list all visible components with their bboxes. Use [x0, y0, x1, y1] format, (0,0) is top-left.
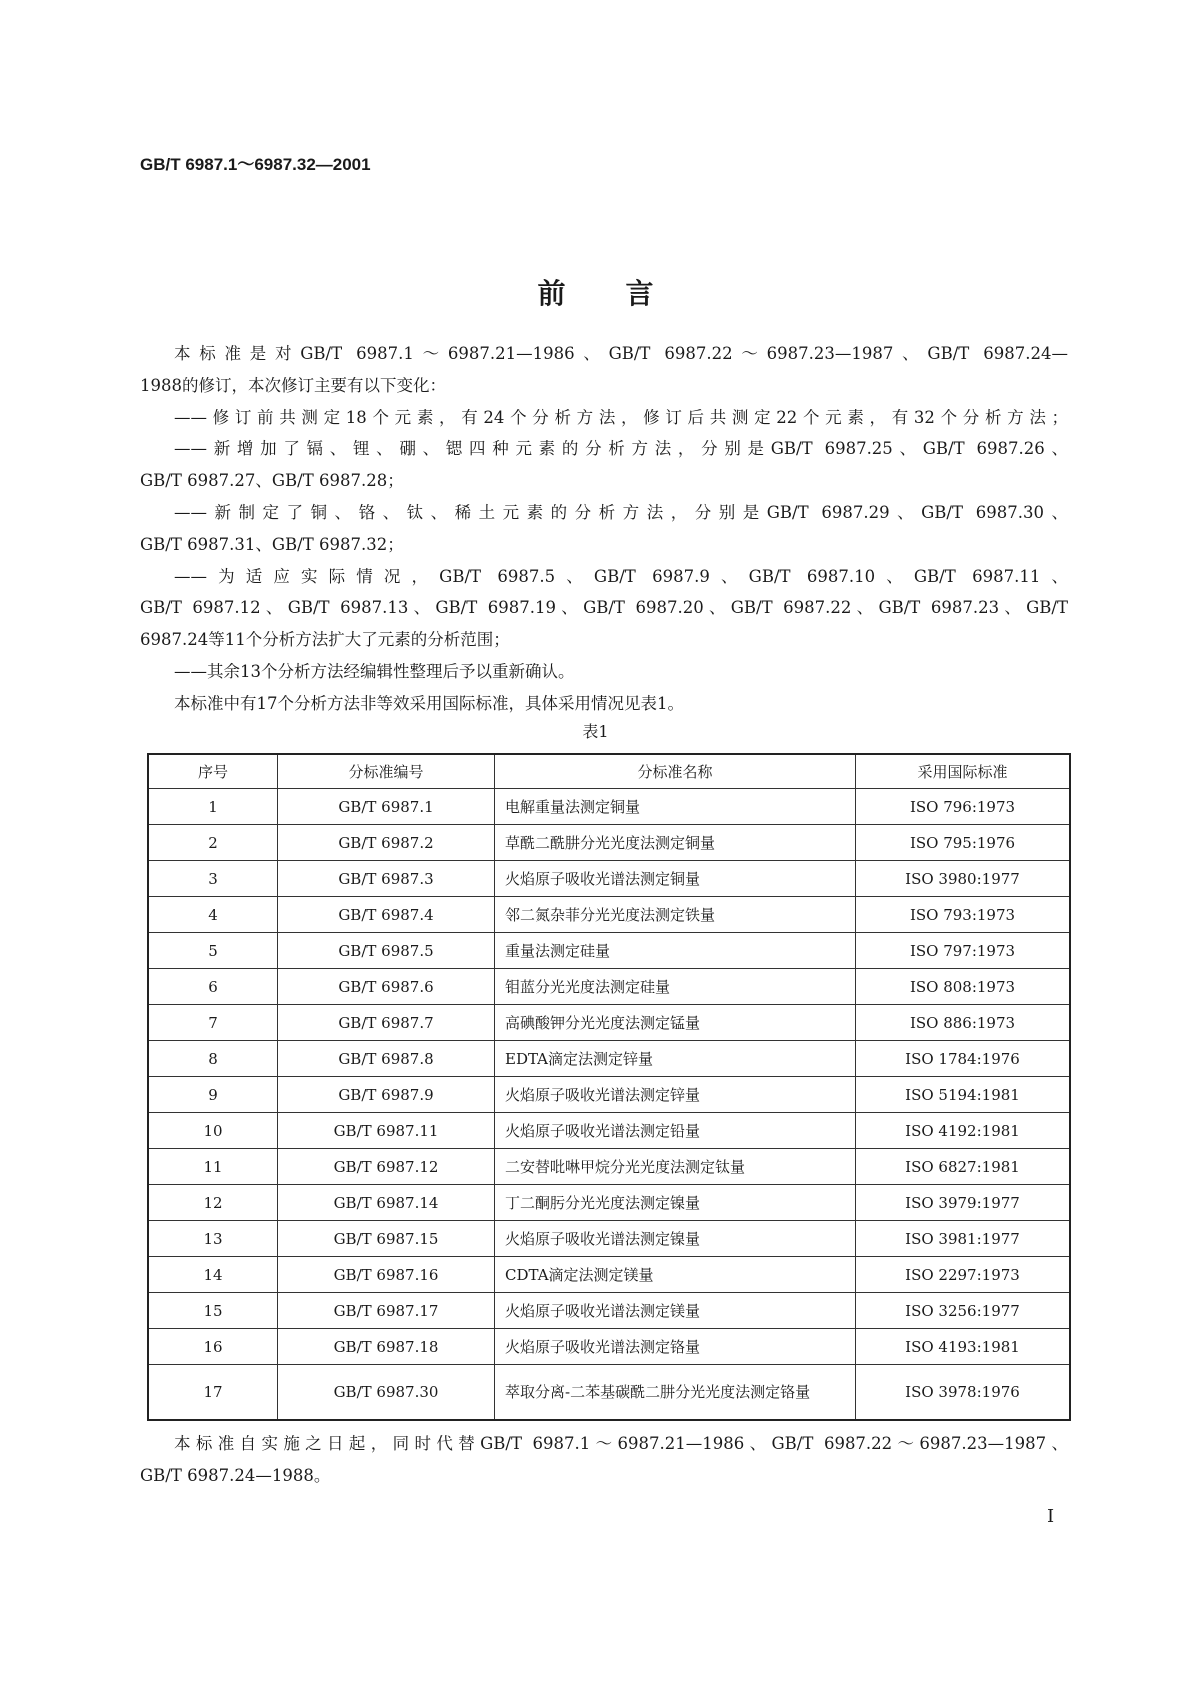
standard-name: 草酰二酰肼分光光度法测定铜量	[495, 825, 856, 861]
row-number: 1	[148, 789, 278, 825]
table-caption: 表1	[582, 722, 609, 741]
row-number: 16	[148, 1329, 278, 1365]
col-header-code: 分标准编号	[278, 754, 495, 789]
row-number: 7	[148, 1005, 278, 1041]
col-header-name: 分标准名称	[495, 754, 856, 789]
intl-standard: ISO 3979:1977	[856, 1185, 1071, 1221]
row-number: 10	[148, 1113, 278, 1149]
table-row	[148, 861, 1070, 897]
standard-code: GB/T 6987.4	[278, 897, 495, 933]
row-number: 9	[148, 1077, 278, 1113]
standard-header: GB/T 6987.1～6987.32—2001	[140, 155, 371, 174]
intl-standard: ISO 3981:1977	[856, 1221, 1071, 1257]
row-number: 8	[148, 1041, 278, 1077]
row-number: 4	[148, 897, 278, 933]
col-header-intl-standard: 采用国际标准	[856, 754, 1071, 789]
intl-standard: ISO 4192:1981	[856, 1113, 1071, 1149]
intl-standard: ISO 3256:1977	[856, 1293, 1071, 1329]
row-number: 6	[148, 969, 278, 1005]
row-number: 11	[148, 1149, 278, 1185]
table-row	[148, 897, 1070, 933]
standard-name: 高碘酸钾分光光度法测定锰量	[495, 1005, 856, 1041]
table-row	[148, 1113, 1070, 1149]
paragraph-line: GB/T 6987.31、GB/T 6987.32；	[140, 535, 404, 554]
table-row	[148, 1149, 1070, 1185]
row-number: 5	[148, 933, 278, 969]
standard-name: 火焰原子吸收光谱法测定铅量	[495, 1113, 856, 1149]
paragraph-line: ——新制定了铜、铬、钛、稀土元素的分析方法，分别是GB/T 6987.29、GB/T 6987.30、	[174, 503, 1068, 522]
row-number: 12	[148, 1185, 278, 1221]
standard-code: GB/T 6987.9	[278, 1077, 495, 1113]
standard-name: 火焰原子吸收光谱法测定镍量	[495, 1221, 856, 1257]
row-number: 13	[148, 1221, 278, 1257]
paragraph-line: GB/T 6987.27、GB/T 6987.28；	[140, 471, 404, 490]
closing-line: GB/T 6987.24—1988。	[140, 1466, 331, 1485]
table-row	[148, 1041, 1070, 1077]
paragraph-line: 6987.24等11个分析方法扩大了元素的分析范围；	[140, 630, 510, 649]
standard-code: GB/T 6987.1	[278, 789, 495, 825]
paragraph-line: ——其余13个分析方法经编辑性整理后予以重新确认。	[174, 662, 575, 681]
paragraph-line: ——新增加了镉、锂、硼、锶四种元素的分析方法，分别是GB/T 6987.25、GB/T 6987.26、	[174, 439, 1068, 458]
row-number: 15	[148, 1293, 278, 1329]
table-row	[148, 1257, 1070, 1293]
table-row	[148, 1077, 1070, 1113]
intl-standard: ISO 793:1973	[856, 897, 1071, 933]
standard-code: GB/T 6987.2	[278, 825, 495, 861]
col-header-number: 序号	[148, 754, 278, 789]
table-row	[148, 1365, 1070, 1421]
intl-standard: ISO 5194:1981	[856, 1077, 1071, 1113]
table-row	[148, 1185, 1070, 1221]
table-row	[148, 789, 1070, 825]
row-number: 2	[148, 825, 278, 861]
standard-code: GB/T 6987.14	[278, 1185, 495, 1221]
standard-code: GB/T 6987.15	[278, 1221, 495, 1257]
standard-code: GB/T 6987.7	[278, 1005, 495, 1041]
closing-line: 本标准自实施之日起，同时代替GB/T 6987.1～6987.21—1986、GB/T 6987.22～6987.23—1987、	[174, 1434, 1068, 1453]
intl-standard: ISO 3980:1977	[856, 861, 1071, 897]
standard-name: 邻二氮杂菲分光光度法测定铁量	[495, 897, 856, 933]
standard-code: GB/T 6987.11	[278, 1113, 495, 1149]
table-row	[148, 1293, 1070, 1329]
paragraph-line: ——修订前共测定18个元素，有24个分析方法，修订后共测定22个元素，有32个分析方法；	[174, 408, 1068, 427]
table-row	[148, 933, 1070, 969]
standard-code: GB/T 6987.17	[278, 1293, 495, 1329]
paragraph-line: ——为适应实际情况，GB/T 6987.5、GB/T 6987.9、GB/T 6987.10、GB/T 6987.11、	[174, 567, 1068, 586]
intl-standard: ISO 886:1973	[856, 1005, 1071, 1041]
table-row	[148, 1005, 1070, 1041]
standard-name: 丁二酮肟分光光度法测定镍量	[495, 1185, 856, 1221]
standard-name: 火焰原子吸收光谱法测定铬量	[495, 1329, 856, 1365]
row-number: 3	[148, 861, 278, 897]
table-header-row	[148, 754, 1070, 789]
row-number: 14	[148, 1257, 278, 1293]
intl-standard: ISO 4193:1981	[856, 1329, 1071, 1365]
intl-standard: ISO 797:1973	[856, 933, 1071, 969]
standard-name: 火焰原子吸收光谱法测定锌量	[495, 1077, 856, 1113]
standard-code: GB/T 6987.5	[278, 933, 495, 969]
standard-name: CDTA滴定法测定镁量	[495, 1257, 856, 1293]
paragraph-line: GB/T 6987.12、GB/T 6987.13、GB/T 6987.19、GB/T 6987.20、GB/T 6987.22、GB/T 6987.23、GB/T	[140, 598, 1068, 617]
intl-standard: ISO 795:1976	[856, 825, 1071, 861]
paragraph-line: 本标准中有17个分析方法非等效采用国际标准，具体采用情况见表1。	[174, 694, 684, 713]
intl-standard: ISO 2297:1973	[856, 1257, 1071, 1293]
standard-name: 电解重量法测定铜量	[495, 789, 856, 825]
standard-code: GB/T 6987.6	[278, 969, 495, 1005]
standard-code: GB/T 6987.18	[278, 1329, 495, 1365]
table-row	[148, 825, 1070, 861]
row-number: 17	[148, 1365, 278, 1421]
page-title: 前言	[537, 277, 714, 310]
standard-code: GB/T 6987.12	[278, 1149, 495, 1185]
standard-name: 火焰原子吸收光谱法测定镁量	[495, 1293, 856, 1329]
paragraph-line: 1988的修订，本次修订主要有以下变化：	[140, 376, 446, 395]
intl-standard: ISO 6827:1981	[856, 1149, 1071, 1185]
standard-name: 萃取分离-二苯基碳酰二肼分光光度法测定铬量	[495, 1365, 856, 1421]
standard-name: 重量法测定硅量	[495, 933, 856, 969]
standard-code: GB/T 6987.16	[278, 1257, 495, 1293]
table-row	[148, 1329, 1070, 1365]
standard-name: 火焰原子吸收光谱法测定铜量	[495, 861, 856, 897]
standard-code: GB/T 6987.8	[278, 1041, 495, 1077]
standard-name: 二安替吡啉甲烷分光光度法测定钛量	[495, 1149, 856, 1185]
standard-name: EDTA滴定法测定锌量	[495, 1041, 856, 1077]
standard-code: GB/T 6987.30	[278, 1365, 495, 1421]
intl-standard: ISO 3978:1976	[856, 1365, 1071, 1421]
page-number: I	[1047, 1506, 1055, 1527]
table-row	[148, 969, 1070, 1005]
intl-standard: ISO 1784:1976	[856, 1041, 1071, 1077]
paragraph-line: 本标准是对GB/T 6987.1～6987.21—1986、GB/T 6987.22～6987.23—1987、GB/T 6987.24—	[174, 344, 1068, 363]
standard-name: 钼蓝分光光度法测定硅量	[495, 969, 856, 1005]
intl-standard: ISO 808:1973	[856, 969, 1071, 1005]
table-row	[148, 1221, 1070, 1257]
intl-standard: ISO 796:1973	[856, 789, 1071, 825]
standards-table	[147, 753, 1071, 1421]
standard-code: GB/T 6987.3	[278, 861, 495, 897]
